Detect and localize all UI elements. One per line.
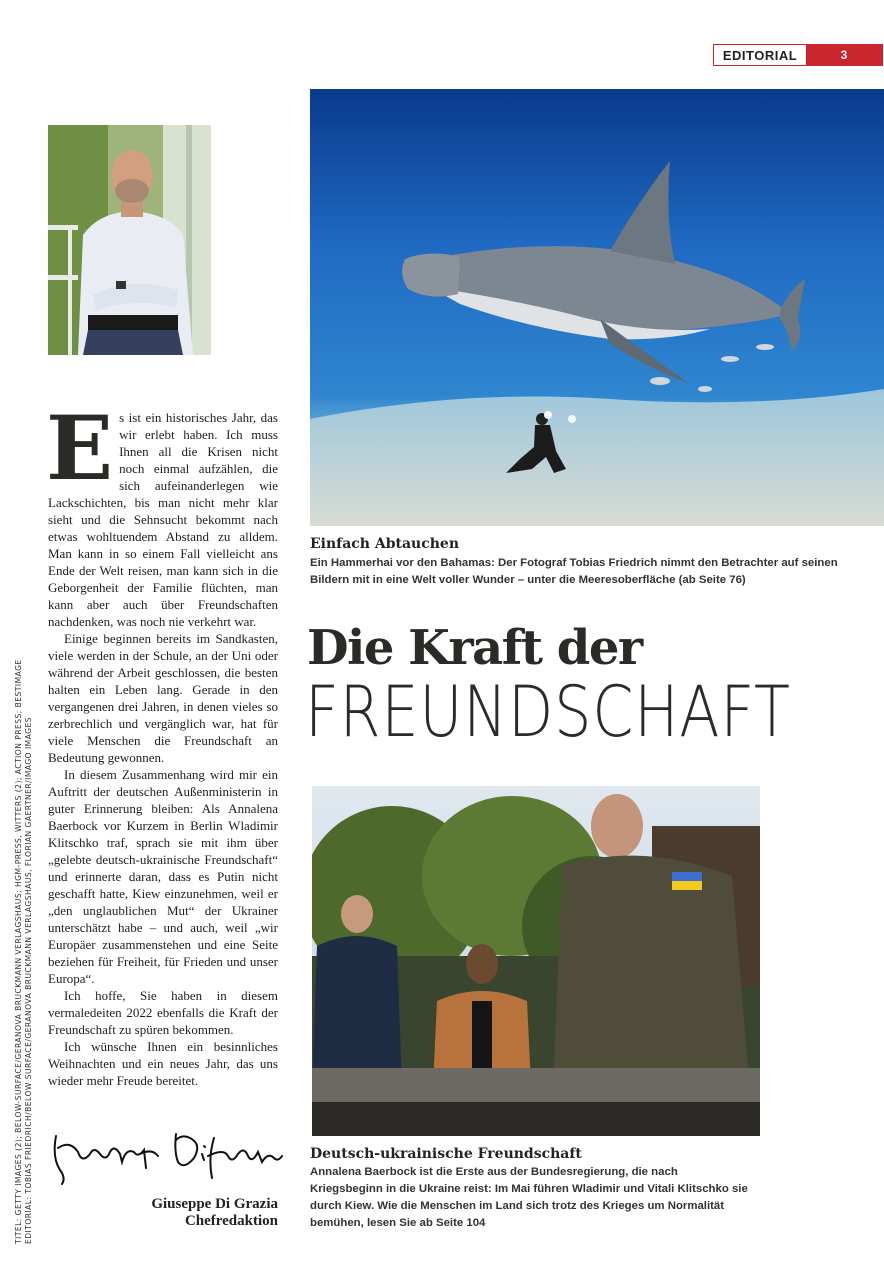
caption-title: Einfach Abtauchen	[310, 536, 459, 552]
hammerhead-shark-photo	[310, 89, 884, 526]
section-tag	[713, 44, 883, 66]
paragraph: In diesem Zusammenhang wird mir ein Auftritt der deutschen Außenministerin in guter Erinnerung bleiben: Als Annalena Baerbock vor Kurzem in Berlin Wladimir Klitschko traf, sprach sie mit ihm über „gelebte deutsch-ukrainische Freundschaft“ und erinnerte daran, dass es Putin nicht geschafft hatte, Kiew einzunehmen, weil er „den unglaublichen Mut“ der Ukrainer unterschätzt habe – und auch, weil „wir Europäer zusammenstehen und eine Seite beziehen für Freiheit, für Frieden und unser Europa“.	[48, 767, 278, 986]
klitschko-baerbock-photo	[312, 786, 760, 1136]
credits-line-1: TITEL: GETTY IMAGES (2); BELOW-SURFACE/GERANOVA BRUCKMANN VERLAGSHAUS; HGM-PRESS, WITTERS (2); ACTION PRESS; BESTIMAGE	[14, 659, 23, 1244]
signer-role: Chefredaktion	[184, 1213, 278, 1229]
editor-portrait	[48, 125, 211, 355]
caption-text: Ein Hammerhai vor den Bahamas: Der Fotograf Tobias Friedrich nimmt den Betrachter auf seinen Bildern mit in eine Welt voller Wunder – unter die Meeresoberfläche (ab Seite 76)	[310, 557, 838, 586]
drop-cap: E	[46, 396, 114, 500]
paragraph: Ich hoffe, Sie haben in diesem vermaledeiten 2022 ebenfalls die Kraft der Freundschaft zu spüren bekommen.	[48, 988, 278, 1037]
caption-title: Deutsch-ukrainische Freundschaft	[310, 1146, 582, 1162]
paragraph	[46, 396, 278, 630]
caption-text: Annalena Baerbock ist die Erste aus der Bundesregierung, die nach Kriegsbeginn in die Ukraine reist: Im Mai führen Wladimir und Vitali Klitschko sie durch Kiew. Wie die Menschen im Land sich trotz des Krieges um Normalität bemühen, lesen Sie ab Seite 104	[310, 1166, 748, 1229]
photo-credits	[14, 624, 34, 1244]
page-number: 3	[806, 45, 882, 65]
editorial-text	[46, 396, 278, 1089]
headline-line-1: Die Kraft der	[307, 620, 642, 676]
paragraph: Einige beginnen bereits im Sandkasten, viele werden in der Schule, an der Uni oder während der Arbeit geschlossen, die besten halten ein Leben lang. Gerade in den vergangenen drei Jahren, in denen vieles so zerbrechlich und vergänglich war, hat für viele Menschen die Freundschaft an Bedeutung gewonnen.	[48, 631, 278, 765]
signer-block	[100, 1196, 278, 1230]
headline-line-2: FREUNDSCHAFT	[305, 671, 791, 753]
section-label: EDITORIAL	[714, 45, 806, 65]
credits-line-2: EDITORIAL: TOBIAS FRIEDRICH/BELOW SURFACE/GERANOVA BRUCKMANN VERLAGSHAUS, FLORIAN GAERTNER/IMAGO IMAGES	[24, 716, 33, 1244]
signer-name: Giuseppe Di Grazia	[151, 1196, 278, 1212]
paragraph: Ich wünsche Ihnen ein besinnliches Weihnachten und ein neues Jahr, das uns wieder mehr Freude bereitet.	[48, 1039, 278, 1088]
paragraph-text: s ist ein historisches Jahr, das wir erlebt haben. Ich muss Ihnen all die Krisen nicht noch einmal aufzählen, die sich aufeinanderlegen wie Lackschichten, bis man nicht mehr klar sieht und die Sehnsucht bekommt nach etwas wohltuendem Abstand zu alldem. Man kann in so einem Fall vielleicht ans Ende der Welt reisen, man kann sich in die Geborgenheit der Familie flüchten, man kann aber auch über Freundschaften nachdenken, was noch nie verkehrt war.	[48, 410, 278, 629]
handwritten-signature	[48, 1118, 288, 1188]
